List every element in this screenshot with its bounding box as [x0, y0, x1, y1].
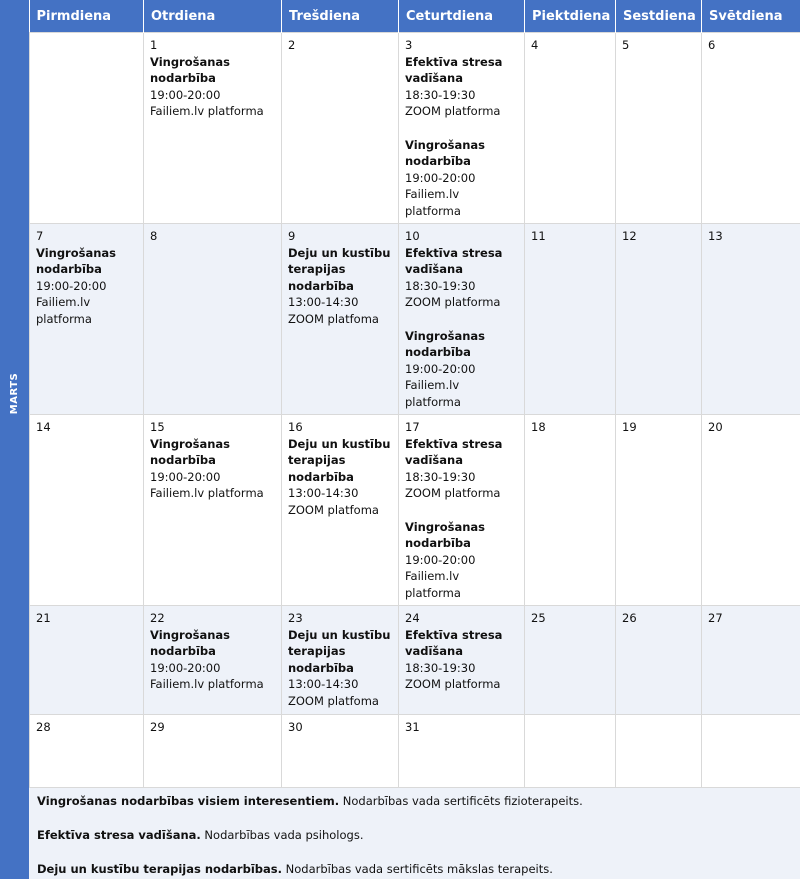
day-number: 30 — [288, 719, 392, 736]
event-title: Deju un kustību terapijas nodarbība — [288, 627, 392, 677]
weekday-header: Svētdiena — [702, 0, 800, 33]
day-cell — [144, 224, 282, 415]
event-title: Vingrošanas nodarbība — [150, 436, 275, 469]
legend — [29, 787, 800, 879]
event-place: Failiem.lv platforma — [405, 186, 518, 219]
event — [150, 54, 275, 120]
event-time: 19:00-20:00 — [405, 170, 518, 187]
day-cell — [282, 33, 399, 224]
day-number: 11 — [531, 228, 609, 245]
event-place: ZOOM platforma — [405, 676, 518, 693]
event-time: 18:30-19:30 — [405, 278, 518, 295]
legend-item-title: Deju un kustību terapijas nodarbības. — [37, 862, 282, 876]
day-cell — [282, 415, 399, 606]
event-title: Vingrošanas nodarbība — [405, 328, 518, 361]
day-number: 6 — [708, 37, 794, 54]
event-title: Vingrošanas nodarbība — [150, 54, 275, 87]
event-time: 18:30-19:30 — [405, 469, 518, 486]
day-number: 1 — [150, 37, 275, 54]
event — [405, 436, 518, 502]
day-cell — [399, 606, 525, 715]
event-place: Failiem.lv platforma — [150, 485, 275, 502]
week-row — [30, 606, 800, 715]
event — [150, 436, 275, 502]
event-time: 19:00-20:00 — [150, 660, 275, 677]
event — [405, 137, 518, 220]
day-number: 3 — [405, 37, 518, 54]
day-number: 5 — [622, 37, 695, 54]
event-title: Vingrošanas nodarbība — [150, 627, 275, 660]
event-place: ZOOM platforma — [405, 485, 518, 502]
day-cell — [525, 224, 616, 415]
day-number: 29 — [150, 719, 275, 736]
weekday-header: Piektdiena — [525, 0, 616, 33]
day-number: 17 — [405, 419, 518, 436]
day-cell — [399, 33, 525, 224]
event-title: Efektīva stresa vadīšana — [405, 436, 518, 469]
day-cell — [399, 415, 525, 606]
day-number: 25 — [531, 610, 609, 627]
legend-item — [37, 824, 790, 858]
event-time: 13:00-14:30 — [288, 676, 392, 693]
event-time: 18:30-19:30 — [405, 87, 518, 104]
day-cell — [144, 606, 282, 715]
legend-side-bar — [0, 787, 29, 879]
weekday-header: Sestdiena — [616, 0, 702, 33]
day-cell — [282, 606, 399, 715]
legend-item-title: Efektīva stresa vadīšana. — [37, 828, 201, 842]
day-cell — [525, 415, 616, 606]
day-number: 26 — [622, 610, 695, 627]
event-place: Failiem.lv platforma — [405, 377, 518, 410]
day-cell — [702, 33, 800, 224]
day-number: 7 — [36, 228, 137, 245]
event — [150, 627, 275, 693]
weekday-header: Otrdiena — [144, 0, 282, 33]
day-number: 27 — [708, 610, 794, 627]
day-cell — [144, 33, 282, 224]
day-cell — [702, 606, 800, 715]
event-place: Failiem.lv platforma — [150, 103, 275, 120]
day-number: 8 — [150, 228, 275, 245]
event-time: 19:00-20:00 — [405, 552, 518, 569]
event-time: 19:00-20:00 — [150, 469, 275, 486]
week-row — [30, 415, 800, 606]
day-cell — [30, 606, 144, 715]
legend-item-text: Nodarbības vada psihologs. — [201, 828, 364, 842]
calendar-table — [29, 0, 800, 824]
event-title: Efektīva stresa vadīšana — [405, 627, 518, 660]
event-title: Vingrošanas nodarbība — [405, 519, 518, 552]
event-title: Deju un kustību terapijas nodarbība — [288, 245, 392, 295]
event — [405, 328, 518, 411]
event-title: Vingrošanas nodarbība — [405, 137, 518, 170]
event-time: 19:00-20:00 — [405, 361, 518, 378]
legend-item — [37, 858, 790, 892]
day-cell — [616, 606, 702, 715]
day-number: 19 — [622, 419, 695, 436]
day-cell — [30, 415, 144, 606]
event-place: Failiem.lv platforma — [405, 568, 518, 601]
event — [405, 54, 518, 120]
day-number: 13 — [708, 228, 794, 245]
event-place: ZOOM platforma — [405, 103, 518, 120]
event-place: Failiem.lv platforma — [36, 294, 137, 327]
event-time: 19:00-20:00 — [36, 278, 137, 295]
day-number: 21 — [36, 610, 137, 627]
day-number: 16 — [288, 419, 392, 436]
event-place: Failiem.lv platforma — [150, 676, 275, 693]
event — [288, 436, 392, 519]
day-number: 23 — [288, 610, 392, 627]
event-title: Efektīva stresa vadīšana — [405, 245, 518, 278]
day-number: 4 — [531, 37, 609, 54]
event — [288, 627, 392, 710]
event-place: ZOOM platfoma — [288, 502, 392, 519]
day-cell — [525, 606, 616, 715]
week-row — [30, 224, 800, 415]
day-number: 28 — [36, 719, 137, 736]
day-cell — [399, 224, 525, 415]
day-cell — [616, 224, 702, 415]
month-label: MARTS — [9, 373, 20, 414]
week-row — [30, 33, 800, 224]
day-number: 12 — [622, 228, 695, 245]
legend-item — [37, 790, 790, 824]
weekday-header: Trešdiena — [282, 0, 399, 33]
weekday-header: Ceturtdiena — [399, 0, 525, 33]
event — [36, 245, 137, 328]
day-cell — [616, 33, 702, 224]
day-cell — [282, 224, 399, 415]
legend-item-text: Nodarbības vada sertificēts fizioterapeits. — [339, 794, 583, 808]
event-title: Deju un kustību terapijas nodarbība — [288, 436, 392, 486]
day-number: 9 — [288, 228, 392, 245]
day-cell — [702, 224, 800, 415]
event-time: 13:00-14:30 — [288, 485, 392, 502]
day-cell — [30, 33, 144, 224]
day-number: 20 — [708, 419, 794, 436]
day-cell — [616, 415, 702, 606]
day-cell — [525, 33, 616, 224]
event-title: Vingrošanas nodarbība — [36, 245, 137, 278]
legend-item-title: Vingrošanas nodarbības visiem interesentiem. — [37, 794, 339, 808]
event-time: 19:00-20:00 — [150, 87, 275, 104]
day-cell — [702, 415, 800, 606]
day-number: 15 — [150, 419, 275, 436]
event — [288, 245, 392, 328]
day-number: 24 — [405, 610, 518, 627]
event-time: 18:30-19:30 — [405, 660, 518, 677]
legend-item-text: Nodarbības vada sertificēts mākslas terapeits. — [282, 862, 553, 876]
day-number: 22 — [150, 610, 275, 627]
event-place: ZOOM platfoma — [288, 693, 392, 710]
event-time: 13:00-14:30 — [288, 294, 392, 311]
event-title: Efektīva stresa vadīšana — [405, 54, 518, 87]
day-number: 14 — [36, 419, 137, 436]
day-cell — [30, 224, 144, 415]
day-number: 18 — [531, 419, 609, 436]
weekday-header-row — [30, 0, 800, 33]
event-place: ZOOM platfoma — [288, 311, 392, 328]
day-number: 2 — [288, 37, 392, 54]
event — [405, 627, 518, 693]
event — [405, 245, 518, 311]
month-side-bar — [0, 0, 29, 787]
event-place: ZOOM platforma — [405, 294, 518, 311]
event — [405, 519, 518, 602]
weekday-header: Pirmdiena — [30, 0, 144, 33]
day-number: 10 — [405, 228, 518, 245]
day-number: 31 — [405, 719, 518, 736]
day-cell — [144, 415, 282, 606]
